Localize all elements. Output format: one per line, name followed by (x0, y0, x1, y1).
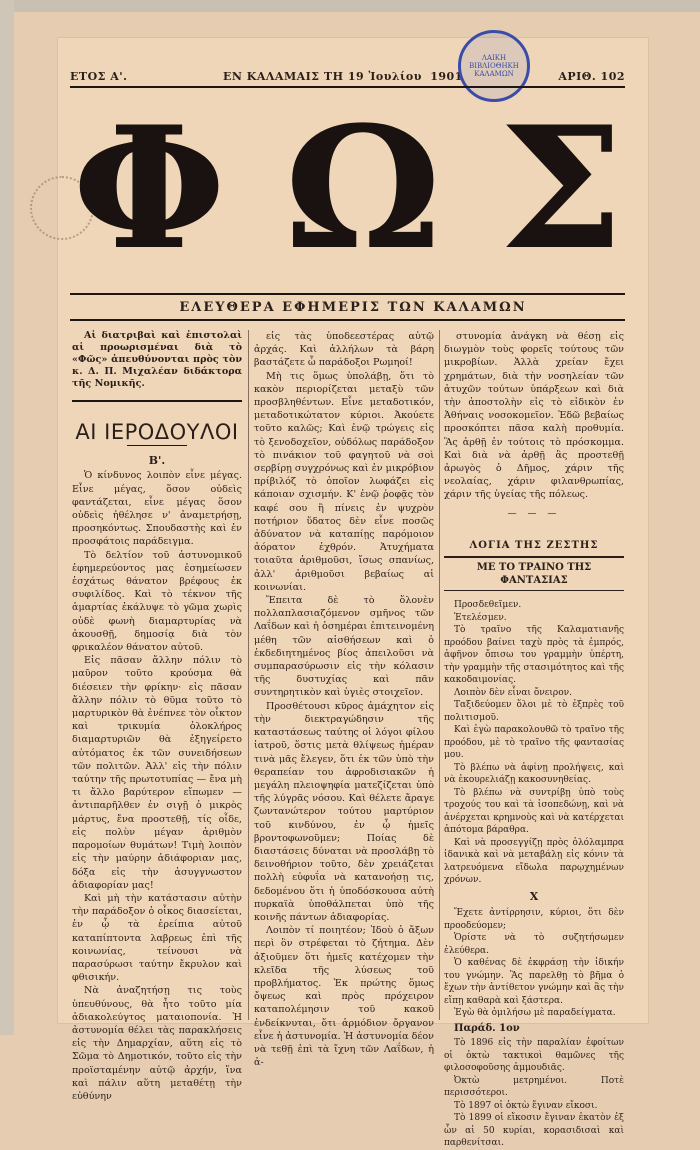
masthead-place-date (223, 70, 463, 83)
feature-heading: ΜΕ ΤΟ ΤΡΑΙΝΟ ΤΗΣ ΦΑΝΤΑΣΙΑΣ (444, 556, 624, 591)
column-heading: ΛΟΓΙΑ ΤΗΣ ΖΕΣΤΗΣ (469, 539, 599, 551)
article-paragraph: Προσθέτουσι κῦρος ἀμάχητον εἰς τὴν διεκτραγώδησιν τῆς καταστάσεως ταύτης οἱ λόγοι φίλου ἰατροῦ, ὅστις μετὰ θλίψεως ἡμέραν τινὰ μᾶς ἔλεγεν, ὅτι ἐκ τῶν ὑπὸ τὴν θεραπείαν του ἀφροδισιακῶν ἡ μεγάλη πλειοψηφία ματεζίζεται ὑπὸ τῆς λύγρᾶς νόσου. Καὶ θέλετε ἄραγε ζωντανώτερον τούτου μαρτύριον τοῦ κινδύνου, ἐν ᾧ ἡμεῖς βροντοφωνοῦμεν; Ποίας δὲ διαστάσεις δύναται νὰ προσλάβῃ τὸ δεινοθήριον τοῦτο, δὲν χρειάζεται πολλὴ εὐφυΐα νὰ κατανοήσῃ τις, δεδομένου ὅτι ἡ ὑποδόσκουσα αὐτὴ πυρκαϊὰ ὑποθάλπεται ὑπὸ τῆς κοινῆς πάντων ἀδιαφορίας. (254, 700, 434, 923)
masthead-rule-top (70, 86, 625, 88)
article-paragraph: Καὶ μὴ τὴν κατάστασιν αὐτὴν τὴν παράδοξον ὁ οἶκος διασείεται, ἐν ᾧ τὰ ἐρείπια αὐτοῦ καταπίπτοντα λαβρεως ἐπὶ τῆς κοινωνίας, τείνουσι νὰ παρασύρωσι ταύτην ἔκρυλον καὶ φθισικήν. (72, 892, 242, 984)
subtitle-rule-bottom (70, 319, 625, 321)
library-stamp-text: ΛΑΙΚΗ ΒΙΒΛΙΟΘΗΚΗ ΚΑΛΑΜΩΝ (469, 54, 519, 78)
title-letter-sigma: Σ (499, 89, 624, 287)
feature-line: Τὸ βλέπω νὰ συντρίβῃ ὑπὸ τοὺς τροχούς του καὶ τὰ ἰσοπεδώνῃ, καὶ νὰ ἀνέρχεται κρημνοὺς καὶ νὰ κατέρχεται ἀπότομα βάραθρα. (444, 787, 624, 836)
title-letter-phi: Φ (72, 89, 227, 287)
scan-top-band (0, 0, 700, 12)
feature-line: Ὁρίστε νὰ τὸ συζητήσωμεν ἐλεύθερα. (444, 933, 624, 956)
column-2 (254, 330, 434, 1069)
column-1 (72, 330, 242, 1102)
feature-line: Ὁ καθένας δὲ ἐκφράσῃ τὴν ἰδικήν του γνώμην. Ἂς παρελθῃ τὸ βῆμα ὁ ἔχων τὴν ἀντίθετον γνώμην καὶ ἂς τὴν εἴπῃ καθαρὰ καὶ ξάστερα. (444, 958, 624, 1006)
feature-line: Ταξιδεύομεν ὅλοι μὲ τὸ ἐξπρὲς τοῦ πολιτισμοῦ. (444, 700, 624, 723)
subtitle-rule-top (70, 293, 625, 295)
heading-rule (127, 445, 187, 446)
newspaper-subtitle: ΕΛΕΥΘΕΡΑ ΕΦΗΜΕΡΙΣ ΤΩΝ ΚΑΛΑΜΩΝ (179, 300, 527, 315)
feature-line: Λοιπὸν δὲν εἶναι ὄνειρον. (454, 687, 572, 698)
newspaper-title (72, 89, 624, 287)
example-heading: Παράδ. 1ον (454, 1022, 520, 1034)
feature-line: Ἐτελέσμεν. (454, 612, 507, 623)
article-paragraph: Ἔπειτα δὲ τὸ ὅλονὲν πολλαπλασιαζόμενον σμῆνος τῶν Λαΐδων καὶ ἡ ὁσημέραι ἐπιτεινομένη μέθη τῶν αἰσθήσεων καὶ ὁ ἐκδεδιητημένος βίος ἀπειλοῦσι νὰ συμπαρασύρωσιν εἰς τὴν κόλασιν τῆς δυστυχίας καὶ πᾶν συντηρητικὸν καὶ ὑγιὲς στοιχεῖον. (254, 595, 434, 699)
feature-line: Τὸ τραῖνο τῆς Καλαματιανῆς προόδου βαίνει ταχὺ πρὸς τὰ ἐμπρός, ἀφῆνον ὄπισω του γραμμὴν ὑπέρτη, τὴν γραμμὴν τῆς στασιμότητος καὶ τῆς κακοδαιμονίας. (444, 625, 624, 686)
feature-line: Ἐγὼ θὰ ὁμιλήσω μὲ παραδείγματα. (454, 1008, 616, 1019)
feature-line: Τὸ 1897 οἱ ὀκτὼ ἔγιναν εἴκοσι. (454, 1100, 598, 1111)
masthead-year-number: 1901 (430, 70, 463, 83)
feature-line: Τὸ 1896 εἰς τὴν παραλίαν ἐφοίτων οἱ ὀκτὼ τακτικοὶ θαμῶνες τῆς φιλοσοφοῦσης ἀμμουδιᾶς. (444, 1038, 624, 1074)
masthead-place: ΕΝ ΚΑΛΑΜΑΙΣ ΤΗ 19 Ἰουλίου (223, 70, 422, 83)
article-paragraph: εἰς τὰς ὑποδεεστέρας αὐτῷ ἀρχάς. Καὶ ἀλλήλων τὰ βάρη βαστάζετε ὦ παράδοξοι Ρωμηοί! (254, 331, 434, 369)
article-paragraph: Λοιπὸν τί ποιητέον; Ἰδοὺ ὁ ἄξων περὶ ὃν στρέφεται τὸ ζήτημα. Δὲν ἀξιοῦμεν ὅτι ἡμεῖς κατέχομεν τὴν κλεῖδα τῆς λύσεως τοῦ προβλήματος. Ἐκ πρώτης ὅμως ὄψεως καὶ πρὸς πρόχειρον καταπολέμησιν τοῦ κακοῦ ἐνδείκνυται, ὅτι ἁρμόδιον ὄργανον εἶνε ἡ ἀστυνομία. Ἡ ἀστυνομία δέον νὰ τεθῇ ἐπὶ τὰ ἴχνη τῶν Λαΐδων, ἡ ἀ- (254, 925, 434, 1069)
article-paragraph: Ὁ κίνδυνος λοιπὸν εἶνε μέγας. Εἶνε μέγας, ὅσον οὐδεὶς φαντάζεται, εἶνε μέγας ὅσον οὐδεὶς ἠθέλησε ν' ἀναμετρήσῃ, προσηκόντως. Σπουδαστὴς καὶ ἐν προσφάτοις παράδειγμα. (72, 470, 242, 548)
article-paragraph: Τὸ δελτίον τοῦ ἀστυνομικοῦ ἐφημερεύοντος μας ἐσημείωσεν ἐσχάτως θάνατον βρέφους ἐκ συφιλίδος. Καὶ τὸ τέκνον τῆς ἁμαρτίας ἐκάλυψε τὸ γῶμα χωρὶς οὐδὲ φωνὴ διαμαρτυρίας νὰ ἀκουσθῇ, δημοσίᾳ διὰ τὸν φρικαλέον θάνατον αὐτοῦ. (72, 549, 242, 654)
article-paragraph: Εἰς πᾶσαν ἄλλην πόλιν τὸ μαῦρον τοῦτο κρούσμα θὰ διέσειεν τὴν φρίκην· εἰς πᾶσαν ἄλλην πόλιν τὸ θῦμα τοῦτο τὸ μαρτυρικὸν θὰ ἐνέπνεε τὸν οἶκτον καὶ τρικυμία ὁλοκλήρος διαμαρτυριῶν θὰ ἐξηγείρετο αὐτόματος ἐκ τῶν συνειδήσεων τῶν πολιτῶν. Ἀλλ' εἰς τὴν πόλιν ταύτην τῆς πρωτοτυπίας — ἔνα μὴ τι ἄλλο βαρύτερον εἴπωμεν — ἀντιπαρῆλθεν ἐν σιγῇ ὁ μικρὸς μάρτυς, ἔνα προστεθῇ, τίς οἶδε, εἰς πολὺν μέγαν ἀριθμὸν παρομοίων θυμάτων! Τιμὴ λοιπὸν εἰς τὴν μαύρην ἀδιάφοριαν μας, δόξα εἰς τὴν ἀσυγγνωστον ἀδιαφορίαν μας! (72, 655, 242, 891)
masthead-issue: ΑΡΙΘ. 102 (558, 70, 625, 83)
feature-line: Καὶ ἐγὼ παρακολουθῶ τὸ τραῖνο τῆς προόδου, μὲ τὸ τραῖνο τῆς φαντασίας μου. (444, 725, 624, 761)
feature-line: Τὸ βλέπω νὰ ἀφίνῃ προλήψεις, καὶ νὰ ἐκουρελιάζῃ κακοσυνηθείας. (444, 762, 624, 786)
article-heading: ΑΙ ΙΕΡΟΔΟΥΛΟΙ (75, 420, 239, 444)
feature-line: Καὶ νὰ προσεγγίζῃ πρὸς ὁλόλαμπρα ἰδανικὰ καὶ νὰ μεταβάλῃ εἰς κόνιν τὰ λατρευόμενα εἴδωλα παρῳχημένων χρόνων. (444, 837, 624, 886)
masthead-line (70, 70, 625, 83)
notice-rule (72, 400, 242, 402)
column-divider-1 (248, 330, 249, 1020)
ornament-divider: — — — (507, 508, 561, 519)
feature-line: Τὸ 1899 οἱ εἴκοσιν ἔγιναν ἑκατὸν ἐξ ὧν αἱ 50 κυρίαι, κορασιδισαὶ καὶ παρθενίτσαι. (444, 1113, 624, 1149)
masthead-year: ΕΤΟΣ Α'. (70, 70, 128, 83)
article-part: Β'. (148, 454, 166, 468)
feature-line: Προσδεθεῖμεν. (454, 600, 522, 611)
article-paragraph: Μὴ τις ὅμως ὑπολάβῃ, ὅτι τὸ κακὸν περιορίζεται μεταξὺ τῶν προσβληθέντων. Εἶνε μεταδοτικόν, μεταδοτικώτατον κύριοι. Ἀκούετε τοῦτο καλῶς; Καὶ ἐνῷ τρώγεις εἰς τὸ ξενοδοχεῖον, οὐδόλως παράδοξον τὸ πινάκιον τοῦ φαγητοῦ νὰ σοὶ σερβίρῃ συγχρόνως καὶ ἐν μικρόβιον πρίβιλόζ τὸ ὁποῖον λωφάζει εἰς κάποιαν σχισμήν. Κ' ἐνῷ ῥοφᾷς τὸν καφέ σου ἢ πίνεις ἐν ψυχρὸν ποτήριον ὕδατος δὲν εἶνε ποσῶς ἀδύνατον νὰ καταπίῃς παρόμοιον ἀόρατον ἐχθρόν. Ἀτυχήματα τοιαῦτα ἀριθμοῦσι, ἴσως σπανίως, ἀλλ' ἀριθμοῦσι βεβαίως αἱ κοινωνίαι. (254, 370, 434, 593)
section-mark: Χ (529, 889, 539, 903)
editorial-notice: Αἱ διατριβαὶ καὶ ἐπιστολαὶ αἱ προωρισμέναι διὰ τὸ «Φῶς» ἀπευθύνονται πρὸς τὸν κ. Δ. Π. Μιχαλέαν διδάκτορα τῆς Νομικῆς. (72, 330, 242, 389)
title-letter-omega: Ω (283, 89, 441, 287)
feature-line: Ὀκτὼ μετρημένοι. Ποτὲ περισσότεροι. (444, 1075, 624, 1099)
feature-line: Ἔχετε ἀντίρρησιν, κύριοι, ὅτι δὲν προοδεύομεν; (444, 908, 624, 931)
newspaper-page (58, 38, 648, 1149)
article-paragraph: στυνομία ἀνάγκη νὰ θέσῃ εἰς διωγμὸν τοὺς φορεῖς τούτους τῶν μικροβίων. Ἀλλὰ χρείαν ἔχει χρημάτων, διὰ τὴν νοσηλείαν τῶν ἀτυχῶν τούτων ὑπάρξεων καὶ διὰ τὴν ἀποστολὴν εἰς τὸ εἰδικὸν ἐν Ἀθήναις νοσοκομεῖον. Ἐδῶ βεβαίως προσκόπτει πᾶσα καλὴ προθυμία. Ἂς ἀρθῇ ἐν τούτοις τὸ πρόσκομμα. Καὶ διὰ νὰ ἀρθῇ ἂς προστεθῇ ἀρωγὸς ὁ Δῆμος, χάριν τῆς νεολαίας, χάριν φιλανθρωπίας, χάριν τῆς ὑγείας τῆς πόλεως. (444, 331, 624, 501)
article-paragraph: Νὰ ἀναζητήσῃ τις τοὺς ὑπευθύνους, θὰ ἦτο τοῦτο μία ἀδιακολεύγτος ματαιοπονία. Ἡ ἀστυνομία θέλει τὰς παρακλήσεις εἰς τὴν Δημαρχίαν, αὕτη εἰς τὸ Σῶμα τὸ Δημοτικόν, τοῦτο εἰς τὴν προϊσταμένην αὐτῷ ἀρχήν, ἵνα καὶ πάλιν αὕτη μεταθέτῃ τὴν εὐθύνην (72, 985, 242, 1102)
column-3 (444, 330, 624, 1149)
feature-body (444, 599, 624, 1150)
scan-left-band (0, 0, 14, 1035)
column-divider-2 (439, 330, 440, 1020)
